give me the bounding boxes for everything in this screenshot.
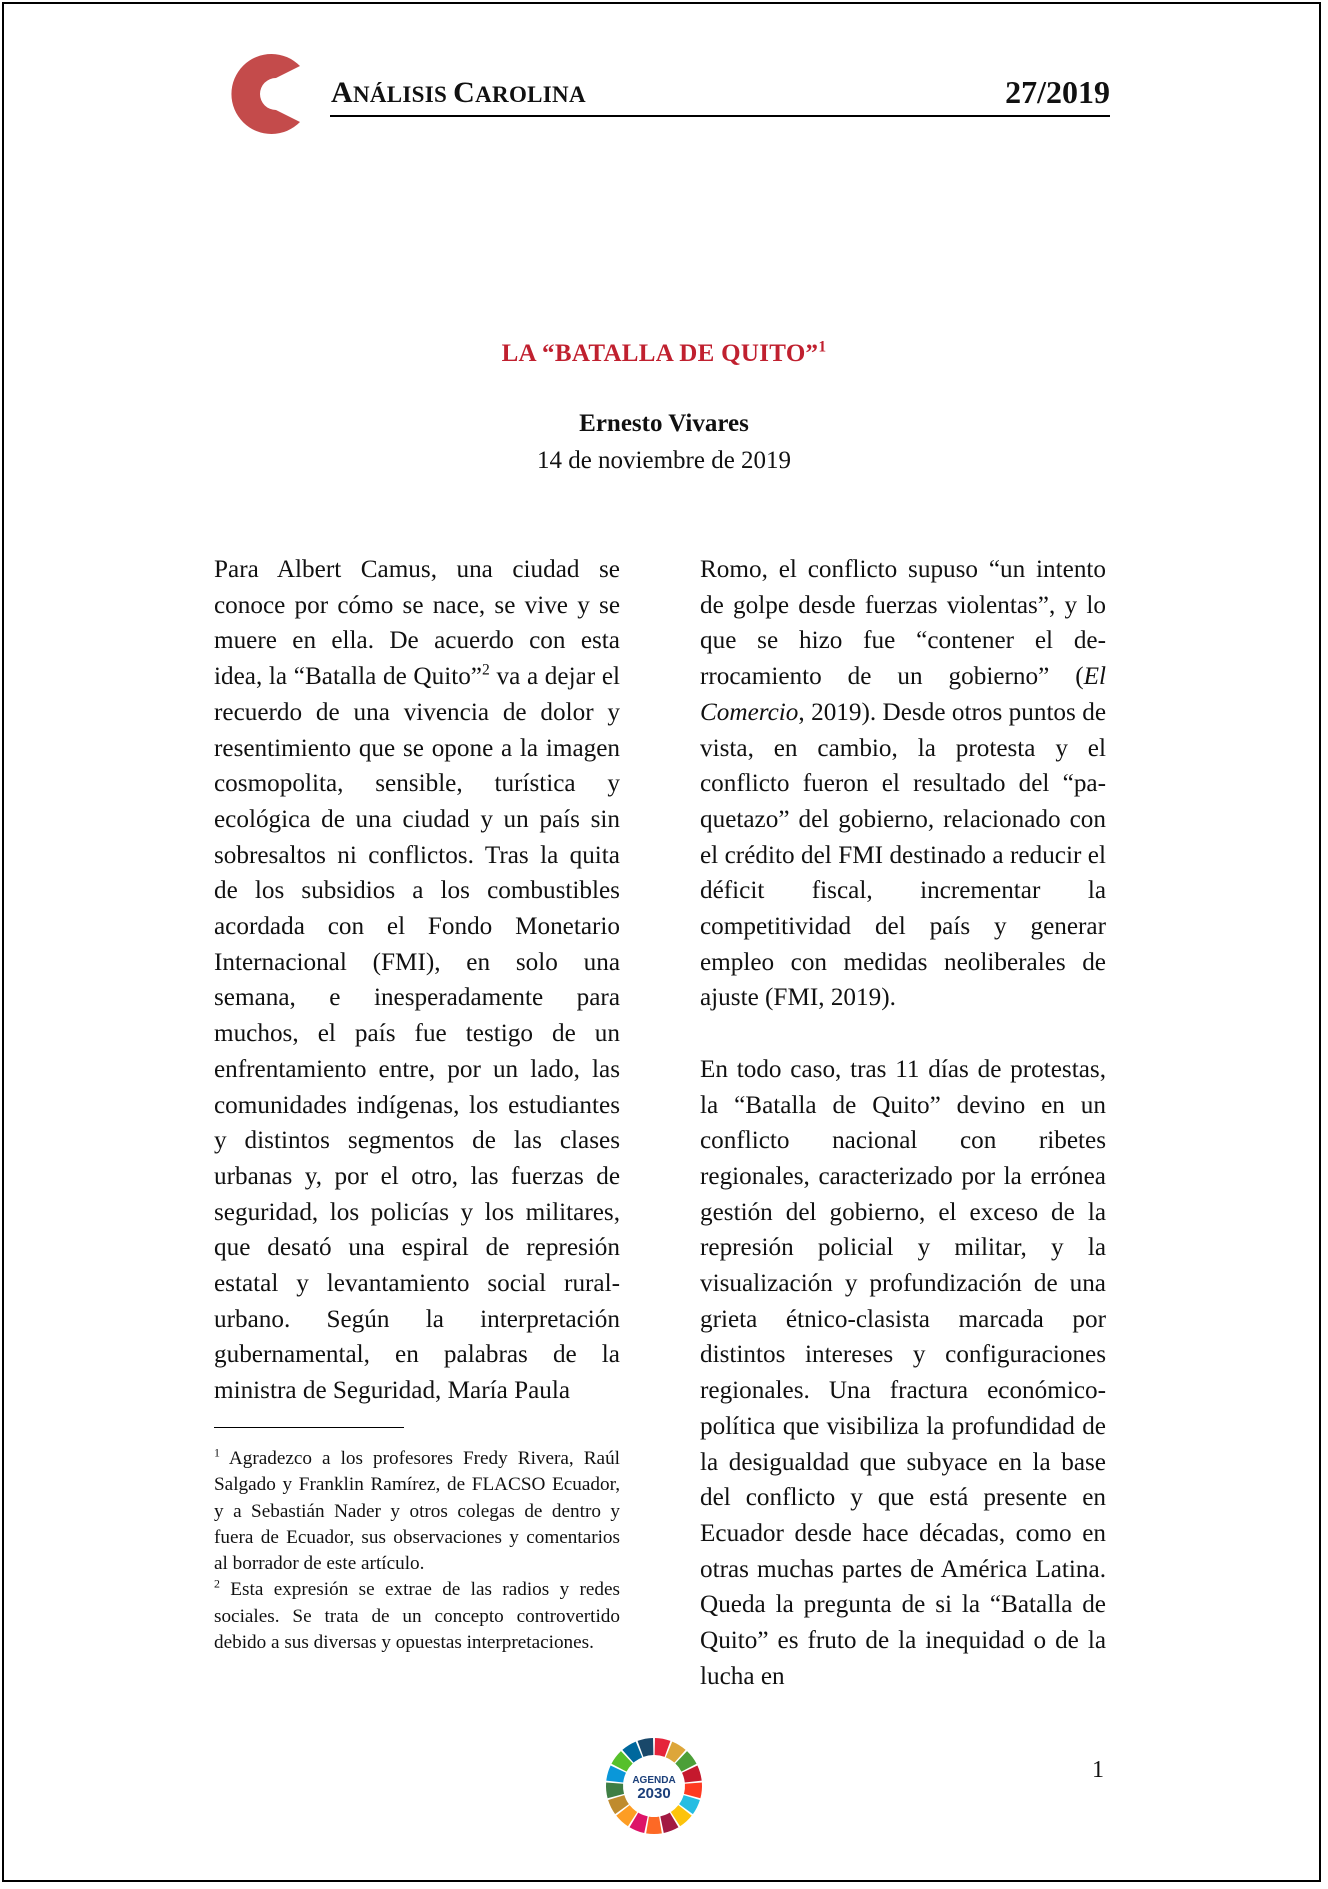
article-author: Ernesto Vivares <box>579 410 749 437</box>
paragraph-text: va a dejar el recuerdo de una vivencia de dolor y resentimiento que se opone a la imagen cosmopolita, sensible, turística y ecológica de una ciudad y un país sin sobresaltos ni conflictos. Tras la quita de los subsidios a los combustibles acordada con el Fondo Monetario Internacional (FMI), en solo una semana, e inesperadamente para muchos, el país fue testigo de un enfrentamiento entre, por un lado, las comunidades indígenas, los estudiantes y distintos segmentos de las clases urbanas y, por el otro, las fuerzas de seguridad, los policías y los militares, que desató una espiral de represión estatal y levantamiento social rural-urbano. Según la interpretación gubernamental, en palabras de la ministra de Seguridad, María Paula <box>214 663 621 1405</box>
badge-label: AGENDA <box>632 1775 676 1786</box>
page-frame <box>2 2 1321 1882</box>
body-column-left <box>214 552 620 1409</box>
footnotes <box>214 1446 620 1656</box>
footnote-number: 1 <box>214 1445 220 1460</box>
body-column-right <box>700 552 1106 1694</box>
footnote <box>214 1446 620 1577</box>
footnote-number: 2 <box>214 1577 220 1592</box>
issue-number: 27/2019 <box>1005 74 1110 110</box>
paragraph-text: Para Albert Camus, una ciudad se conoce por cómo se nace, se vive y se muere en ella. De acuerdo con esta idea, la “Batalla de Quito” <box>214 556 620 691</box>
footnote <box>214 1577 620 1656</box>
series-initial-c: C <box>453 76 476 109</box>
sdg-segment <box>606 1783 624 1799</box>
series-rest-c: AROLINA <box>475 82 586 107</box>
page-number: 1 <box>1092 1757 1104 1783</box>
badge-year: 2030 <box>637 1785 671 1802</box>
article-title-text: LA “BATALLA DE QUITO” <box>501 340 819 367</box>
footnote-text: Agradezco a los profesores Fredy Rivera, Raúl Salgado y Franklin Ramírez, de FLACSO Ecuador, y a Sebastián Nader y otros colegas de dentro y fuera de Ecuador, sus observaciones y comentarios al borrador de este artículo. <box>214 1448 620 1575</box>
footnote-ref-2[interactable]: 2 <box>482 661 490 679</box>
footnote-ref-1[interactable]: 1 <box>818 338 827 356</box>
logo-c-shape <box>231 54 300 134</box>
footnote-text: Esta expresión se extrae de las radios y redes sociales. Se trata de un concepto controvertido debido a sus diversas y opuestas interpretaciones. <box>214 1579 620 1654</box>
sdg-segment <box>646 1817 662 1834</box>
paragraph-text: , 2019). Desde otros puntos de vista, en cambio, la protesta y el conflicto fueron el resultado del “paquetazo” del gobierno, relacionado con el crédito del FMI destinado a reducir el déficit fiscal, incrementar la competitividad del país y generar empleo con medidas neoliberales de ajuste (FMI, 2019). <box>700 698 1106 1012</box>
paragraph: En todo caso, tras 11 días de protestas, la “Batalla de Quito” devino en un conflicto nacional con ribetes regionales, caracterizado por la errónea gestión del gobierno, el exceso de la represión policial y militar, y la visualización y profundización de una grieta étnico-clasista marcada por distintos intereses y configuraciones regionales. Una fractura económico-política que visibiliza la profundidad de la desigualdad que subyace en la base del conflicto y que está presente en Ecuador desde hace décadas, como en otras muchas partes de América Latina. Queda la pregunta de si la “Batalla de Quito” es fruto de la inequidad o de la lucha en <box>700 1055 1106 1690</box>
paragraph-text: Romo, el conflicto supuso “un intento de golpe desde fuerzas violentas”, y lo que se hizo fue “contener el derrocamiento de un gobierno” ( <box>700 556 1106 691</box>
paragraph <box>700 552 1106 1016</box>
carolina-logo <box>214 44 306 144</box>
footnote-rule <box>214 1427 404 1428</box>
article-title <box>0 340 1328 368</box>
header-rule <box>330 115 1110 117</box>
citation-title: El Comercio <box>700 663 1106 726</box>
agenda-2030-badge <box>604 1736 704 1836</box>
article-date: 14 de noviembre de 2019 <box>536 447 792 474</box>
series-title <box>331 76 586 110</box>
series-initial-a: A <box>331 76 353 109</box>
paragraph <box>214 552 620 1409</box>
series-rest-a: NÁLISIS <box>352 82 454 107</box>
sdg-segment <box>684 1783 702 1799</box>
